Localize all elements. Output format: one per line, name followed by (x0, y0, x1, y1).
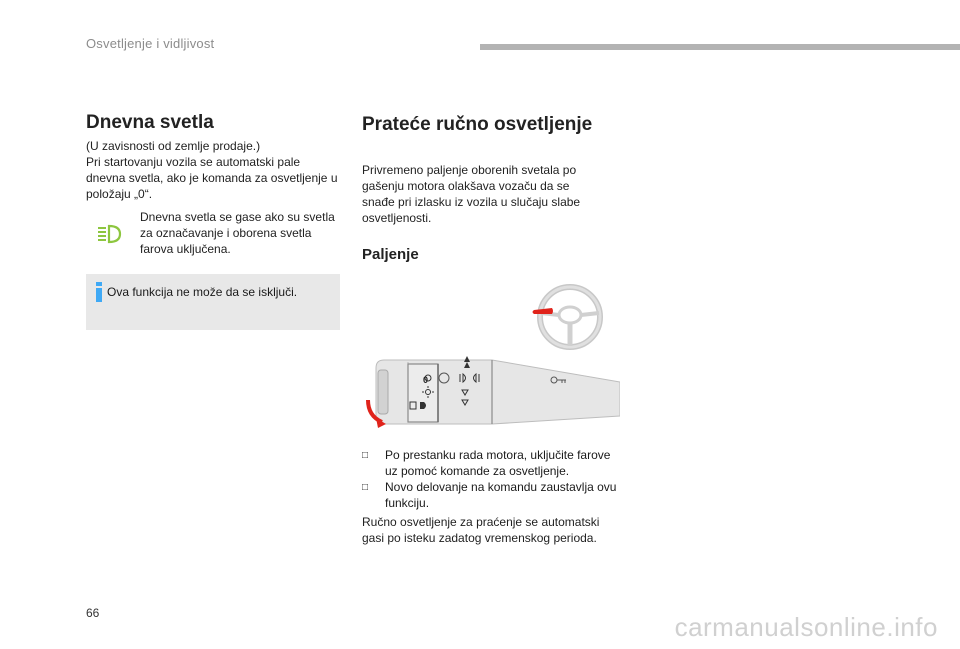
bullet-list (362, 447, 624, 511)
header-bar (480, 44, 960, 50)
intro-line: osvetljenosti. (362, 211, 432, 225)
info-icon (96, 282, 102, 302)
steering-wheel-illustration (530, 283, 606, 351)
drl-note-line: Dnevna svetla se gase ako su svetla (140, 210, 335, 224)
stalk-zero-label: 0 (423, 375, 429, 385)
section-title-daytime-lights: Dnevna svetla (86, 112, 214, 133)
intro-line: Privremeno paljenje oborenih svetala po (362, 163, 577, 177)
info-box (86, 274, 340, 330)
footer-note-line: Ručno osvetljenje za praćenje se automatski (362, 515, 600, 529)
info-text: Ova funkcija ne može da se isključi. (107, 285, 298, 299)
list-item (362, 447, 624, 479)
intro-line: snađe pri izlasku iz vozila u slučaju slabe (362, 195, 581, 209)
list-item (362, 479, 624, 511)
bullet-line: funkciju. (385, 496, 430, 510)
header-title: Osvetljenje i vidljivost (86, 36, 215, 51)
daytime-running-light-icon (96, 223, 124, 245)
drl-note-line: za označavanje i oborena svetla (140, 226, 312, 240)
intro-line: Pri startovanju vozila se automatski pale (86, 155, 301, 169)
section-title-follow-me-lighting: Prateće ručno osvetljenje (362, 114, 593, 135)
footer-note-line: gasi po isteku zadatog vremenskog perioda. (362, 531, 597, 545)
check-box-icon: □ (362, 482, 369, 493)
lighting-stalk-illustration (362, 352, 620, 432)
intro-line: dnevna svetla, ako je komanda za osvetljenje u (86, 171, 338, 185)
bullet-line: Novo delovanje na komandu zaustavlja ovu (385, 480, 617, 494)
check-box-icon: □ (362, 450, 369, 461)
intro-line: (U zavisnosti od zemlje prodaje.) (86, 139, 261, 153)
watermark: carmanualsonline.info (674, 612, 938, 642)
bullet-line: Po prestanku rada motora, uključite farove (385, 448, 611, 462)
drl-note-line: farova uključena. (140, 242, 231, 256)
intro-line: položaju „0“. (86, 187, 153, 201)
subtitle-switching-on: Paljenje (362, 246, 419, 263)
page-number: 66 (86, 606, 100, 620)
bullet-line: uz pomoć komande za osvetljenje. (385, 464, 570, 478)
intro-line: gašenju motora olakšava vozaču da se (362, 179, 570, 193)
